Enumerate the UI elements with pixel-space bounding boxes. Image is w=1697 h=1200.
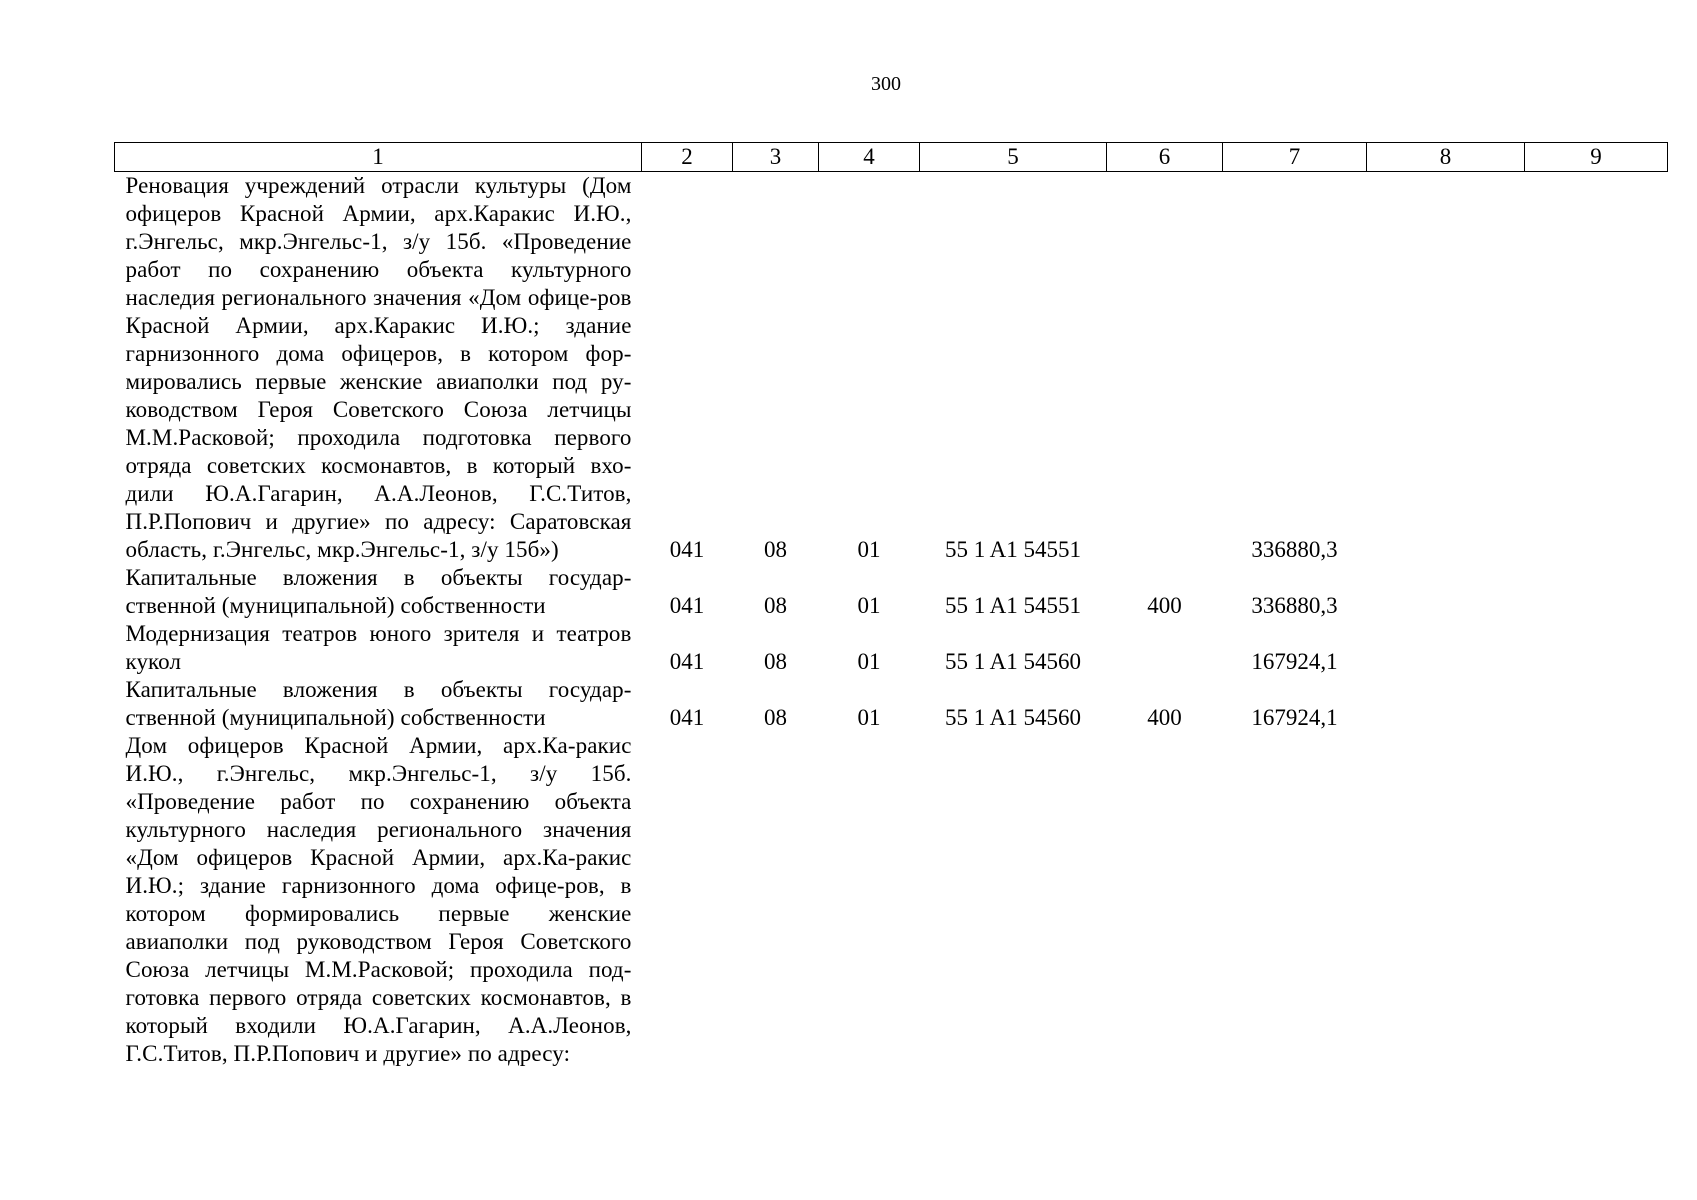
column-header: 7	[1223, 143, 1367, 172]
target-article-code	[920, 732, 1107, 1068]
section-code: 08	[764, 705, 787, 730]
column-9-value	[1525, 172, 1668, 565]
amount	[1223, 732, 1367, 1068]
row-description: Реновация учреждений отрасли культуры (Дом офицеров Красной Армии, арх.Каракис И.Ю., г.Энгельс, мкр.Энгельс-1, з/у 15б. «Проведение работ по сохранению объекта культурного наследия регионального значения «Дом офице-ров Красной Армии, арх.Каракис И.Ю.; здание гарнизонного дома офицеров, в котором фор-мировались первые женские авиаполки под ру-ководством Героя Советского Союза летчицы М.М.Расковой; проходила подготовка первого отряда советских космонавтов, в который вхо-дили Ю.А.Гагарин, А.А.Леонов, Г.С.Титов, П.Р.Попович и другие» по адресу: Саратовская область, г.Энгельс, мкр.Энгельс-1, з/у 15б»)	[125, 173, 632, 562]
amount: 167924,1	[1251, 705, 1338, 730]
section-code: 08	[764, 537, 787, 562]
section-code: 08	[764, 649, 787, 674]
row-description: Капитальные вложения в объекты государ-ственной (муниципальной) собственности	[125, 565, 632, 618]
target-article-code: 55 1 A1 54551	[944, 593, 1082, 618]
column-9-value	[1525, 564, 1668, 620]
column-8-value	[1367, 620, 1525, 676]
table-row	[115, 676, 1668, 732]
target-article-code: 55 1 A1 54551	[944, 537, 1082, 562]
ministry-code: 041	[669, 705, 705, 730]
page-number: 300	[871, 73, 901, 95]
column-8-value	[1367, 564, 1525, 620]
table-row	[115, 732, 1668, 1068]
column-8-value	[1367, 172, 1525, 565]
expense-type-code: 400	[1147, 593, 1182, 618]
target-article-code: 55 1 A1 54560	[944, 705, 1082, 730]
column-header: 8	[1367, 143, 1525, 172]
expense-type-code: 400	[1147, 705, 1182, 730]
column-header: 3	[733, 143, 819, 172]
ministry-code: 041	[669, 593, 705, 618]
amount: 167924,1	[1251, 649, 1338, 674]
column-header: 4	[819, 143, 920, 172]
target-article-code: 55 1 A1 54560	[944, 649, 1082, 674]
row-description: Капитальные вложения в объекты государ-ственной (муниципальной) собственности	[125, 677, 632, 730]
column-header: 9	[1525, 143, 1668, 172]
column-9-value	[1525, 732, 1668, 1068]
column-header: 6	[1107, 143, 1223, 172]
row-description: Модернизация театров юного зрителя и театров кукол	[125, 621, 632, 674]
ministry-code: 041	[669, 537, 705, 562]
ministry-code: 041	[669, 649, 705, 674]
row-description: Дом офицеров Красной Армии, арх.Ка-ракис И.Ю., г.Энгельс, мкр.Энгельс-1, з/у 15б. «Проведение работ по сохранению объекта культурного наследия регионального значения «Дом офицеров Красной Армии, арх.Ка-ракис И.Ю.; здание гарнизонного дома офице-ров, в котором формировались первые женские авиаполки под руководством Героя Советского Союза летчицы М.М.Расковой; проходила под-готовка первого отряда советских космонавтов, в который входили Ю.А.Гагарин, А.А.Леонов, Г.С.Титов, П.Р.Попович и другие» по адресу:	[125, 733, 632, 1066]
section-code	[733, 732, 819, 1068]
column-8-value	[1367, 676, 1525, 732]
expense-type-code	[1107, 172, 1223, 565]
expense-type-code	[1107, 732, 1223, 1068]
column-8-value	[1367, 732, 1525, 1068]
ministry-code	[642, 732, 733, 1068]
amount: 336880,3	[1251, 537, 1338, 562]
subsection-code: 01	[857, 593, 881, 618]
subsection-code: 01	[857, 705, 881, 730]
column-9-value	[1525, 620, 1668, 676]
column-header: 1	[115, 143, 642, 172]
subsection-code: 01	[857, 649, 881, 674]
subsection-code: 01	[857, 537, 881, 562]
section-code: 08	[764, 593, 787, 618]
column-9-value	[1525, 676, 1668, 732]
amount: 336880,3	[1251, 593, 1338, 618]
budget-table	[114, 142, 1668, 1068]
table-row	[115, 172, 1668, 565]
table-row	[115, 564, 1668, 620]
column-number-header-row	[115, 143, 1668, 172]
table-row	[115, 620, 1668, 676]
column-header: 5	[920, 143, 1107, 172]
column-header: 2	[642, 143, 733, 172]
subsection-code	[819, 732, 920, 1068]
expense-type-code	[1107, 620, 1223, 676]
